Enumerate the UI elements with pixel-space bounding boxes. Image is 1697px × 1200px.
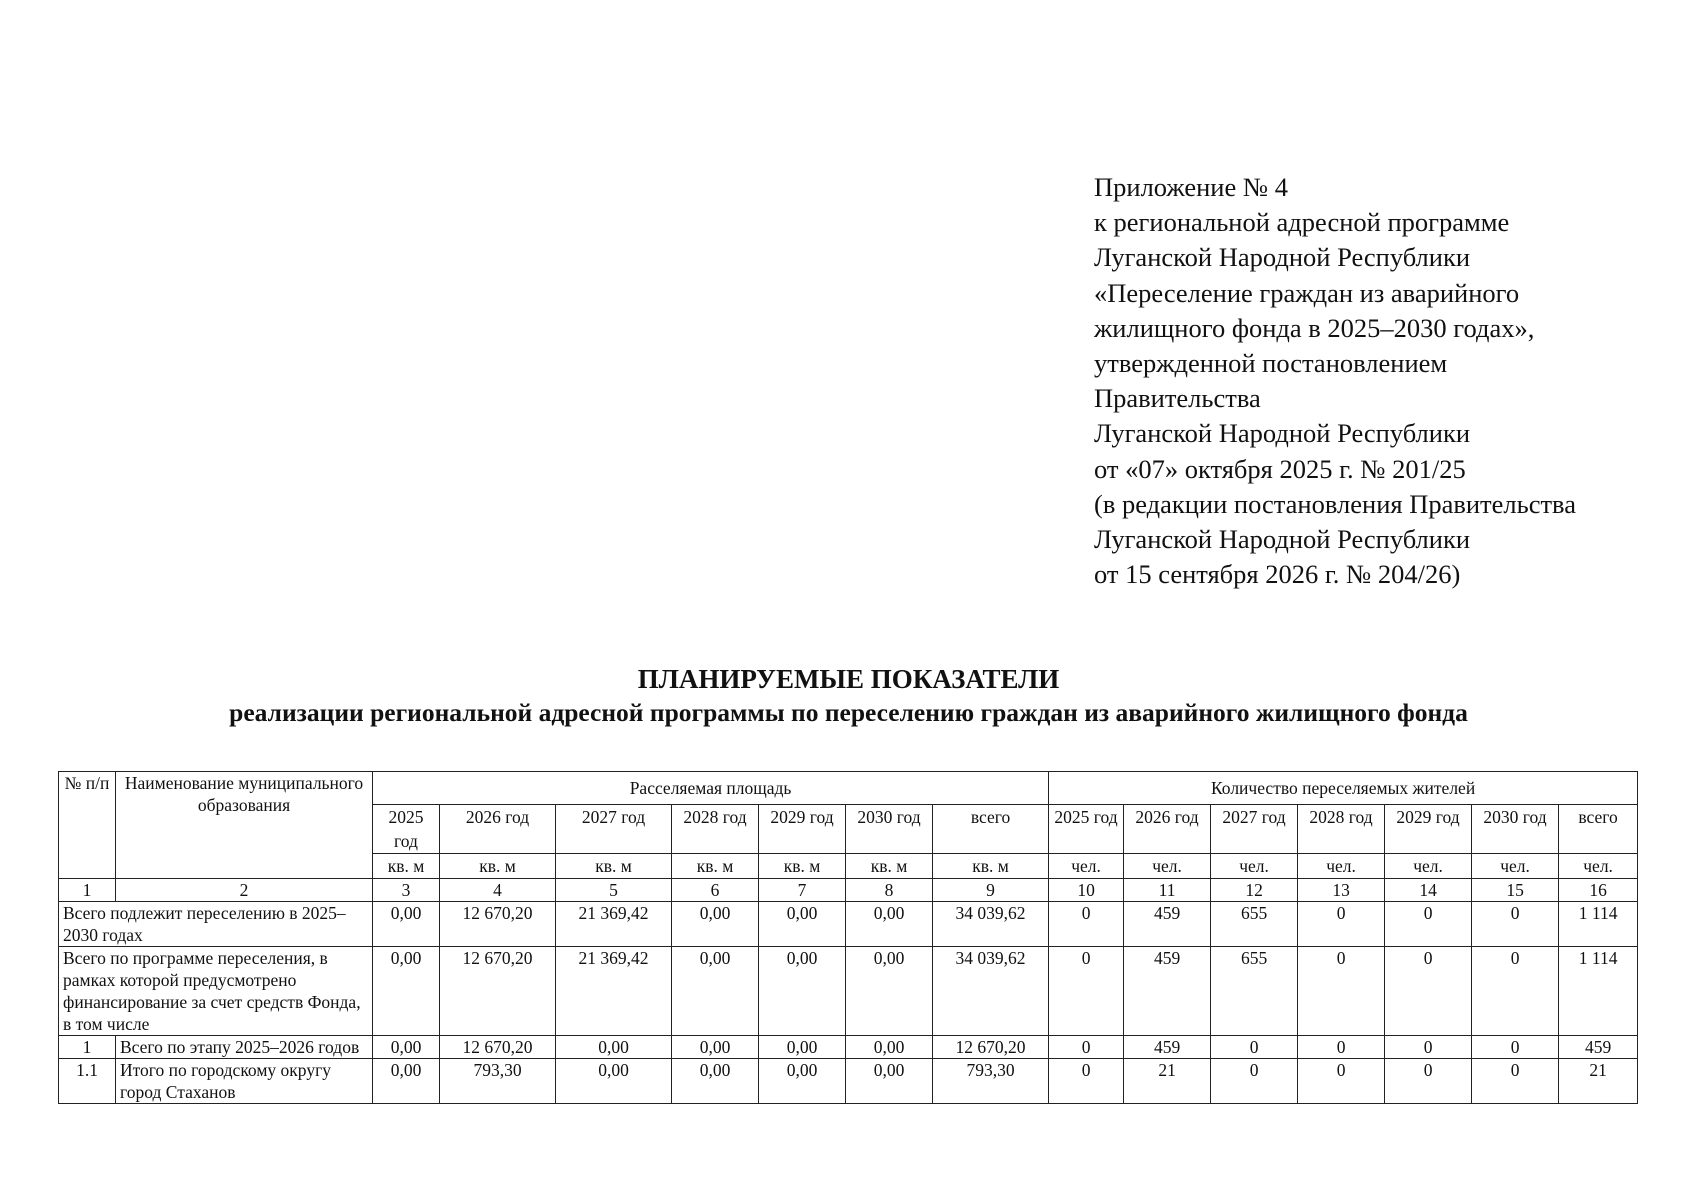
annex-line: Луганской Народной Республики: [1094, 242, 1471, 273]
area-cell: 0,00: [672, 1059, 759, 1104]
column-number: 3: [373, 879, 440, 902]
area-cell: 0,00: [846, 902, 933, 947]
header-unit: чел.: [1049, 854, 1124, 879]
column-number: 10: [1049, 879, 1124, 902]
people-cell: 0: [1049, 902, 1124, 947]
people-cell: 0: [1211, 1059, 1298, 1104]
area-total-cell: 34 039,62: [933, 902, 1049, 947]
people-cell: 0: [1049, 1059, 1124, 1104]
area-cell: 0,00: [373, 902, 440, 947]
table-row: [59, 1036, 1638, 1059]
annex-line: от «07» октября 2025 г. № 201/25: [1094, 453, 1466, 484]
area-cell: 0,00: [672, 947, 759, 1036]
document-subtitle: реализации региональной адресной программы по переселению граждан из аварийного жилищного фонда: [229, 698, 1468, 727]
area-cell: 793,30: [440, 1059, 556, 1104]
header-unit: чел.: [1298, 854, 1385, 879]
area-total-cell: 34 039,62: [933, 947, 1049, 1036]
column-number: 1: [59, 879, 116, 902]
header-area-group: Расселяемая площадь: [373, 772, 1049, 805]
annex-block: [1094, 170, 1654, 592]
annex-line: «Переселение граждан из аварийного: [1094, 277, 1520, 308]
column-number: 8: [846, 879, 933, 902]
header-unit: кв. м: [846, 854, 933, 879]
annex-line: (в редакции постановления Правительства: [1094, 488, 1576, 519]
area-cell: 0,00: [672, 1036, 759, 1059]
table-row: [59, 902, 1638, 947]
area-cell: 0,00: [846, 947, 933, 1036]
column-number: 5: [556, 879, 672, 902]
header-year: 2026 год: [440, 805, 556, 854]
row-name: Итого по городскому округу город Стаханов: [116, 1059, 373, 1104]
header-year: 2026 год: [1124, 805, 1211, 854]
people-cell: 0: [1049, 947, 1124, 1036]
area-cell: 0,00: [373, 1059, 440, 1104]
area-cell: 0,00: [556, 1036, 672, 1059]
area-cell: 0,00: [846, 1059, 933, 1104]
header-unit: чел.: [1124, 854, 1211, 879]
header-unit: чел.: [1385, 854, 1472, 879]
header-year: всего: [1559, 805, 1638, 854]
people-cell: 0: [1298, 1059, 1385, 1104]
area-total-cell: 12 670,20: [933, 1036, 1049, 1059]
row-name: Всего по программе переселения, в рамках которой предусмотрено финансирование за счет средств Фонда, в том числе: [59, 947, 373, 1036]
header-group-row: [59, 772, 1638, 805]
people-cell: 0: [1298, 947, 1385, 1036]
row-name: Всего по этапу 2025–2026 годов: [116, 1036, 373, 1059]
column-number: 7: [759, 879, 846, 902]
column-number: 15: [1472, 879, 1559, 902]
people-cell: 655: [1211, 902, 1298, 947]
people-cell: 0: [1298, 902, 1385, 947]
people-total-cell: 21: [1559, 1059, 1638, 1104]
people-cell: 21: [1124, 1059, 1211, 1104]
people-cell: 0: [1472, 947, 1559, 1036]
people-total-cell: 1 114: [1559, 902, 1638, 947]
area-total-cell: 793,30: [933, 1059, 1049, 1104]
annex-line: жилищного фонда в 2025–2030 годах»,: [1094, 312, 1535, 343]
header-year: 2028 год: [672, 805, 759, 854]
column-number: 13: [1298, 879, 1385, 902]
header-year: 2030 год: [846, 805, 933, 854]
header-unit: кв. м: [440, 854, 556, 879]
header-year: 2029 год: [1385, 805, 1472, 854]
header-unit: кв. м: [933, 854, 1049, 879]
header-year: 2027 год: [1211, 805, 1298, 854]
area-cell: 0,00: [759, 902, 846, 947]
column-number: 12: [1211, 879, 1298, 902]
annex-line: утвержденной постановлением: [1094, 348, 1448, 379]
header-year: 2029 год: [759, 805, 846, 854]
area-cell: 0,00: [556, 1059, 672, 1104]
row-name: Всего подлежит переселению в 2025–2030 годах: [59, 902, 373, 947]
header-unit: чел.: [1559, 854, 1638, 879]
header-unit: чел.: [1211, 854, 1298, 879]
people-cell: 459: [1124, 902, 1211, 947]
people-cell: 0: [1298, 1036, 1385, 1059]
area-cell: 0,00: [373, 1036, 440, 1059]
indicators-table: [58, 771, 1638, 1104]
people-cell: 0: [1385, 1036, 1472, 1059]
people-cell: 459: [1124, 947, 1211, 1036]
annex-line: Луганской Народной Республики: [1094, 524, 1471, 555]
header-year: 2025 год: [373, 805, 440, 854]
people-cell: 0: [1049, 1036, 1124, 1059]
header-unit: чел.: [1472, 854, 1559, 879]
people-cell: 0: [1385, 902, 1472, 947]
area-cell: 21 369,42: [556, 902, 672, 947]
document-title: ПЛАНИРУЕМЫЕ ПОКАЗАТЕЛИ: [637, 664, 1060, 694]
column-number: 6: [672, 879, 759, 902]
column-number: 14: [1385, 879, 1472, 902]
area-cell: 0,00: [373, 947, 440, 1036]
area-cell: 0,00: [759, 947, 846, 1036]
people-cell: 0: [1472, 1036, 1559, 1059]
row-number: 1: [59, 1036, 116, 1059]
people-cell: 0: [1211, 1036, 1298, 1059]
header-unit: кв. м: [759, 854, 846, 879]
header-unit: кв. м: [556, 854, 672, 879]
header-year: 2027 год: [556, 805, 672, 854]
area-cell: 0,00: [759, 1059, 846, 1104]
area-cell: 12 670,20: [440, 902, 556, 947]
annex-line: Луганской Народной Республики: [1094, 418, 1471, 449]
header-num: № п/п: [59, 772, 116, 879]
area-cell: 12 670,20: [440, 947, 556, 1036]
column-number: 4: [440, 879, 556, 902]
header-residents-group: Количество переселяемых жителей: [1049, 772, 1638, 805]
people-cell: 459: [1124, 1036, 1211, 1059]
annex-line: от 15 сентября 2026 г. № 204/26): [1094, 559, 1461, 590]
header-year: 2028 год: [1298, 805, 1385, 854]
header-name: Наименование муниципального образования: [116, 772, 373, 879]
people-cell: 0: [1472, 902, 1559, 947]
table-row: [59, 947, 1638, 1036]
people-cell: 655: [1211, 947, 1298, 1036]
header-unit: кв. м: [373, 854, 440, 879]
table-row: [59, 1059, 1638, 1104]
people-cell: 0: [1385, 947, 1472, 1036]
area-cell: 0,00: [672, 902, 759, 947]
annex-line: к региональной адресной программе: [1094, 207, 1510, 238]
row-number: 1.1: [59, 1059, 116, 1104]
header-year: 2030 год: [1472, 805, 1559, 854]
column-numbers-row: [59, 879, 1638, 902]
people-cell: 0: [1385, 1059, 1472, 1104]
column-number: 16: [1559, 879, 1638, 902]
column-number: 2: [116, 879, 373, 902]
area-cell: 0,00: [846, 1036, 933, 1059]
people-total-cell: 459: [1559, 1036, 1638, 1059]
column-number: 11: [1124, 879, 1211, 902]
header-year: 2025 год: [1049, 805, 1124, 854]
people-total-cell: 1 114: [1559, 947, 1638, 1036]
header-year: всего: [933, 805, 1049, 854]
area-cell: 0,00: [759, 1036, 846, 1059]
annex-line: Приложение № 4: [1094, 172, 1289, 202]
annex-line: Правительства: [1094, 383, 1261, 414]
people-cell: 0: [1472, 1059, 1559, 1104]
area-cell: 12 670,20: [440, 1036, 556, 1059]
column-number: 9: [933, 879, 1049, 902]
area-cell: 21 369,42: [556, 947, 672, 1036]
header-unit: кв. м: [672, 854, 759, 879]
